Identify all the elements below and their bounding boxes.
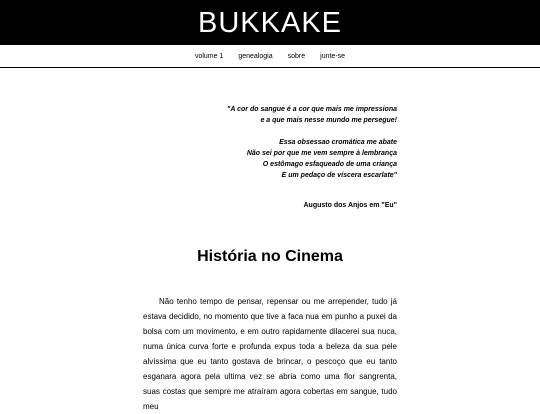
epigraph — [227, 104, 397, 192]
nav-link-junte-se[interactable]: junte-se — [320, 52, 346, 60]
article-title: História no Cinema — [197, 248, 343, 265]
nav-link-volume-1[interactable]: volume 1 — [194, 52, 224, 60]
epigraph-line: Não sei por que me vem sempre à lembrança — [246, 150, 397, 157]
epigraph-line: "A cor do sangue é a cor que mais me impressiona — [227, 106, 397, 113]
epigraph-line: O estômago esfaqueado de uma criança — [262, 161, 397, 168]
epigraph-line: Essa obsessao cromática me abate — [279, 139, 397, 146]
nav-link-sobre[interactable]: sobre — [287, 52, 306, 60]
site-header — [0, 0, 540, 45]
site-title[interactable]: BUKKAKE — [198, 7, 342, 39]
epigraph-attribution: Augusto dos Anjos em "Eu" — [303, 202, 397, 209]
article-body: Não tenho tempo de pensar, repensar ou me arrepender, tudo já estava decidido, no momento que tive a faca nua em punho a puxei da bolsa com um movimento, e em outro rapidamente dilacerei sua nuca, numa única curva forte e profunda expus toda a beleza da sua pele alvíssima que eu tanto gostava de brincar, o pescoço que eu tanto esganara agora pela ultima vez se abria como uma flor sangrenta, suas costas que sempre me atraíram agora cobertas em sangue, tudo meu — [143, 297, 397, 411]
epigraph-line: E um pedaço de víscera escarlate" — [281, 172, 397, 179]
epigraph-line: e a que mais nesse mundo me persegue! — [260, 117, 397, 124]
epigraph-stanza-1 — [227, 104, 397, 126]
nav-link-genealogia[interactable]: genealogia — [238, 52, 273, 60]
epigraph-stanza-2 — [227, 137, 397, 181]
main-nav — [0, 45, 540, 68]
